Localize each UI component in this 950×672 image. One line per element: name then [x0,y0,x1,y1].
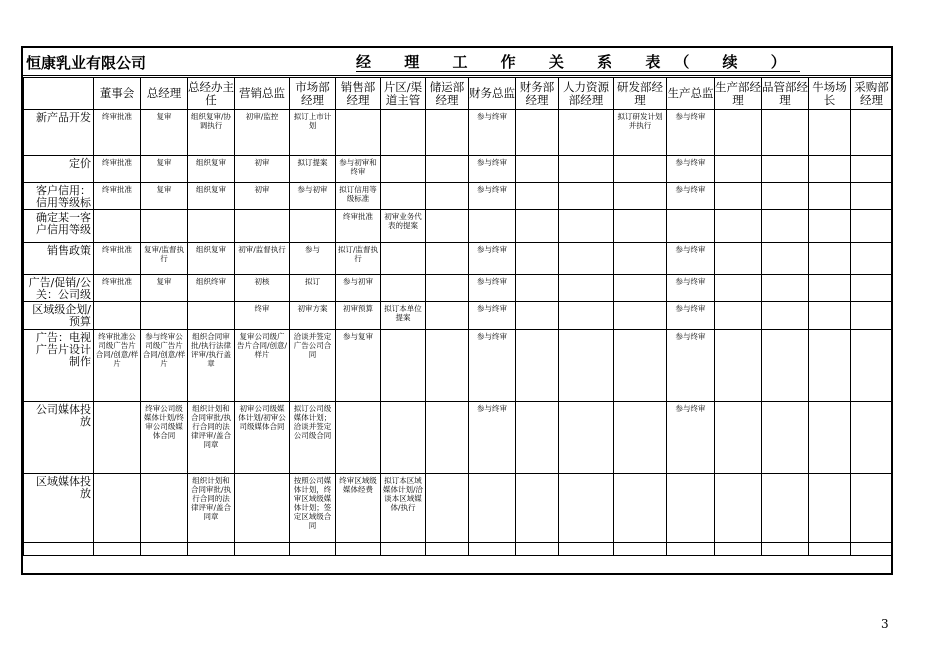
table-cell [715,156,762,183]
table-cell [715,302,762,330]
table-cell [715,402,762,474]
header-row [24,78,893,110]
table-cell: 参与终审 [667,156,715,183]
table-row [24,110,893,156]
table-cell [188,210,235,243]
table-cell [426,330,469,402]
column-header: 生产部经理 [715,78,762,110]
column-header: 采购部经理 [851,78,893,110]
corner-cell [24,78,94,110]
table-cell [188,302,235,330]
table-cell [809,302,851,330]
table-cell [762,210,809,243]
table-row [24,302,893,330]
table-cell [516,330,559,402]
table-cell [762,243,809,275]
table-cell [851,183,893,210]
table-row [24,243,893,275]
table-cell: 拟订公司级媒体计划；洽谈并签定公司级合同 [290,402,336,474]
table-cell [715,110,762,156]
table-cell: 终审 [235,302,290,330]
table-row [24,210,893,243]
table-cell: 复审 [141,183,188,210]
table-cell: 参与终审 [469,183,516,210]
table-cell [809,156,851,183]
table-cell: 参与终审 [469,330,516,402]
table-cell: 参与终审 [667,302,715,330]
table-cell: 组织复审 [188,183,235,210]
table-cell [715,275,762,302]
table-cell: 组织复审/协调执行 [188,110,235,156]
table-cell [426,156,469,183]
table-cell: 初核 [235,275,290,302]
table-cell: 参与终审 [667,330,715,402]
table-cell [809,330,851,402]
table-cell [762,330,809,402]
table-cell [290,210,336,243]
table-cell [559,183,614,210]
table-cell: 组织复审 [188,156,235,183]
table-cell [559,330,614,402]
column-header: 营销总监 [235,78,290,110]
table-cell: 参与终审 [667,183,715,210]
table-cell [141,210,188,243]
table-cell [516,243,559,275]
row-header: 新产品开发 [24,110,94,156]
table-cell [851,275,893,302]
table-cell: 参与终审 [469,243,516,275]
table-cell: 初审公司级媒体计划/初审公司级媒体合同 [235,402,290,474]
column-header: 品管部经理 [762,78,809,110]
table-cell: 复审/监督执行 [141,243,188,275]
row-header: 客户信用：信用等级标 [24,183,94,210]
table-row [24,183,893,210]
table-cell [141,302,188,330]
table-cell: 参与终审 [469,275,516,302]
table-cell [516,302,559,330]
relationship-table [23,77,893,556]
table-cell: 参与初审 [290,183,336,210]
row-header: 区域级企划/预算 [24,302,94,330]
table-cell [762,402,809,474]
table-cell [381,243,426,275]
table-cell: 拟订提案 [290,156,336,183]
table-cell: 参与终审 [667,402,715,474]
table-cell: 终审批准 [94,183,141,210]
table-cell [426,302,469,330]
table-row [24,402,893,474]
table-cell [516,210,559,243]
table-cell [809,110,851,156]
table-cell: 参与终审 [667,110,715,156]
column-header: 销售部经理 [336,78,381,110]
table-cell: 参与终审公司级广告片合同/创意/样片 [141,330,188,402]
table-cell [614,210,667,243]
row-header: 销售政策 [24,243,94,275]
table-cell [559,402,614,474]
table-cell [426,110,469,156]
table-cell: 复审 [141,110,188,156]
table-cell [559,110,614,156]
table-cell [559,302,614,330]
table-cell [851,210,893,243]
row-header: 确定某一客户信用等级 [24,210,94,243]
table-cell [715,210,762,243]
table-cell [336,402,381,474]
table-cell [614,275,667,302]
table-cell: 参与复审 [336,330,381,402]
page-number: 3 [881,617,889,631]
table-cell [762,275,809,302]
table-cell: 组织合同审批/执行法律评审/执行盖章 [188,330,235,402]
table-cell [381,110,426,156]
table-cell [809,183,851,210]
table-cell [381,402,426,474]
table-cell [762,156,809,183]
table-cell [235,210,290,243]
table-cell: 拟订本区域媒体计划/洽谈本区域媒体/执行 [381,474,426,556]
table-cell [851,156,893,183]
table-cell [667,210,715,243]
table-cell [426,402,469,474]
table-cell: 参与终审 [469,156,516,183]
table-cell: 终审批准 [94,243,141,275]
table-cell: 拟订 [290,275,336,302]
table-cell [559,275,614,302]
table-cell [381,330,426,402]
row-header: 广告：电视广告片设计制作 [24,330,94,402]
table-row [24,330,893,402]
table-cell: 初审方案 [290,302,336,330]
row-header: 区域媒体投放 [24,474,94,556]
table-cell [336,110,381,156]
table-cell: 终审公司级媒体计划/终审公司级媒体合同 [141,402,188,474]
table-cell [851,330,893,402]
table-cell: 终审批准 [94,110,141,156]
column-header: 董事会 [94,78,141,110]
column-header: 研发部经理 [614,78,667,110]
table-cell: 参与终审 [667,275,715,302]
row-header: 定价 [24,156,94,183]
table-cell [851,302,893,330]
table-cell: 拟订上市计划 [290,110,336,156]
table-bottom-spacer [23,542,891,576]
table-cell: 参与终审 [469,302,516,330]
table-cell [516,110,559,156]
table-cell [426,210,469,243]
table-cell [614,243,667,275]
column-header: 生产总监 [667,78,715,110]
title-row [23,48,891,76]
table-cell [762,302,809,330]
table-cell: 拟订信用等级标准 [336,183,381,210]
table-cell: 拟订研发计划并执行 [614,110,667,156]
table-cell [94,402,141,474]
table-cell: 初审/监控 [235,110,290,156]
table-cell: 参与 [290,243,336,275]
table-cell [614,156,667,183]
table-cell [381,183,426,210]
table-cell [614,402,667,474]
table-cell: 洽谈并签定广告公司合同 [290,330,336,402]
column-header: 财务部经理 [516,78,559,110]
column-header: 总经办主任 [188,78,235,110]
table-cell: 组织复审 [188,243,235,275]
column-header: 储运部经理 [426,78,469,110]
table-cell [426,243,469,275]
table-cell [381,156,426,183]
table-cell: 拟订/监督执行 [336,243,381,275]
column-header: 人力资源部经理 [559,78,614,110]
table-cell: 参与终审 [469,402,516,474]
table-cell: 组织计划和合同审批/执行合同的法律评审/盖合同章 [188,402,235,474]
table-row [24,275,893,302]
table-cell [809,275,851,302]
table-cell [809,243,851,275]
table-cell: 参与终审 [469,110,516,156]
table-cell [851,402,893,474]
table-cell [516,183,559,210]
table-cell [614,302,667,330]
table-cell: 复审公司级广告片合同/创意/样片 [235,330,290,402]
table-cell [715,183,762,210]
table-cell: 终审区域级媒体经费 [336,474,381,556]
table-cell [809,402,851,474]
table-cell: 复审 [141,275,188,302]
table-cell: 拟订本单位提案 [381,302,426,330]
table-cell [559,210,614,243]
table-cell [426,183,469,210]
company-name: 恒康乳业有限公司 [26,54,147,72]
table-cell: 终审批准 [336,210,381,243]
table-cell: 终审批准公司级广告片合同/创意/样片 [94,330,141,402]
table-cell: 初审 [235,183,290,210]
table-cell: 按照公司媒体计划，终审区域级媒体计划；签定区域级合同 [290,474,336,556]
column-header: 牛场场长 [809,78,851,110]
column-header: 片区/渠道主管 [381,78,426,110]
column-header: 财务总监 [469,78,516,110]
table-cell: 复审 [141,156,188,183]
table-cell [559,243,614,275]
table-cell [94,210,141,243]
table-cell [381,275,426,302]
table-cell [559,156,614,183]
table-cell: 终审批准 [94,275,141,302]
table-row [24,156,893,183]
table-cell: 初审预算 [336,302,381,330]
column-header: 总经理 [141,78,188,110]
table-cell [516,275,559,302]
table-cell [614,183,667,210]
table-cell [809,210,851,243]
table-cell [516,156,559,183]
table-cell: 组织计划和合同审批/执行合同的法律评审/盖合同章 [188,474,235,556]
table-cell: 初审 [235,156,290,183]
relationship-sheet [21,46,893,575]
table-cell [426,275,469,302]
table-cell [715,243,762,275]
table-cell: 参与初审 [336,275,381,302]
table-cell: 组织终审 [188,275,235,302]
table-cell [762,183,809,210]
row-header: 广告/促销/公关：公司级 [24,275,94,302]
row-header: 公司媒体投放 [24,402,94,474]
table-cell [762,110,809,156]
column-header: 市场部经理 [290,78,336,110]
table-cell [715,330,762,402]
table-cell [469,210,516,243]
table-cell [851,110,893,156]
table-cell [516,402,559,474]
table-cell: 初审业务代表的提案 [381,210,426,243]
table-cell [851,243,893,275]
table-cell: 终审批准 [94,156,141,183]
table-cell [614,330,667,402]
table-cell [94,302,141,330]
table-cell: 参与初审和终审 [336,156,381,183]
table-cell: 参与终审 [667,243,715,275]
table-cell: 初审/监督执行 [235,243,290,275]
document-title: 经 理 工 作 关 系 表（ 续 ） [356,53,800,71]
